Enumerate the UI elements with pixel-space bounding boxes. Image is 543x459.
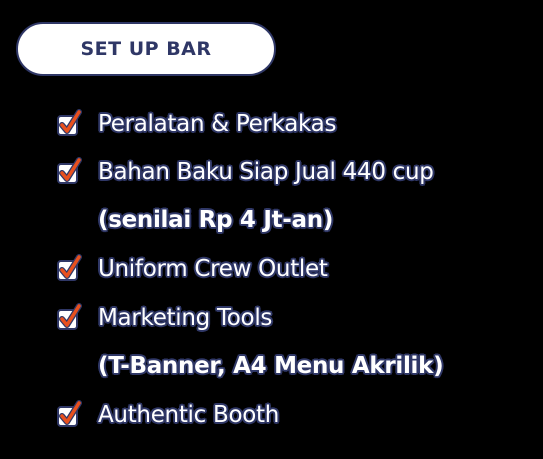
checkmark-icon	[54, 157, 84, 187]
checklist-item-label: Peralatan & Perkakas	[98, 111, 337, 137]
set-up-bar-button[interactable]	[16, 22, 276, 76]
checklist-item-sublabel: (senilai Rp 4 Jt-an)	[98, 207, 334, 233]
checklist-item-label: Authentic Booth	[98, 402, 280, 428]
checkmark-icon	[54, 254, 84, 284]
set-up-bar-label: SET UP BAR	[80, 38, 212, 60]
checkmark-icon	[54, 400, 84, 430]
checklist-item-label: Bahan Baku Siap Jual 440 cup	[98, 159, 434, 185]
checklist-item-sublabel: (T-Banner, A4 Menu Akrilik)	[98, 353, 444, 379]
checklist-item-label: Marketing Tools	[98, 305, 273, 331]
checklist-item-label: Uniform Crew Outlet	[98, 256, 328, 282]
checkmark-icon	[54, 303, 84, 333]
checkmark-icon	[54, 109, 84, 139]
